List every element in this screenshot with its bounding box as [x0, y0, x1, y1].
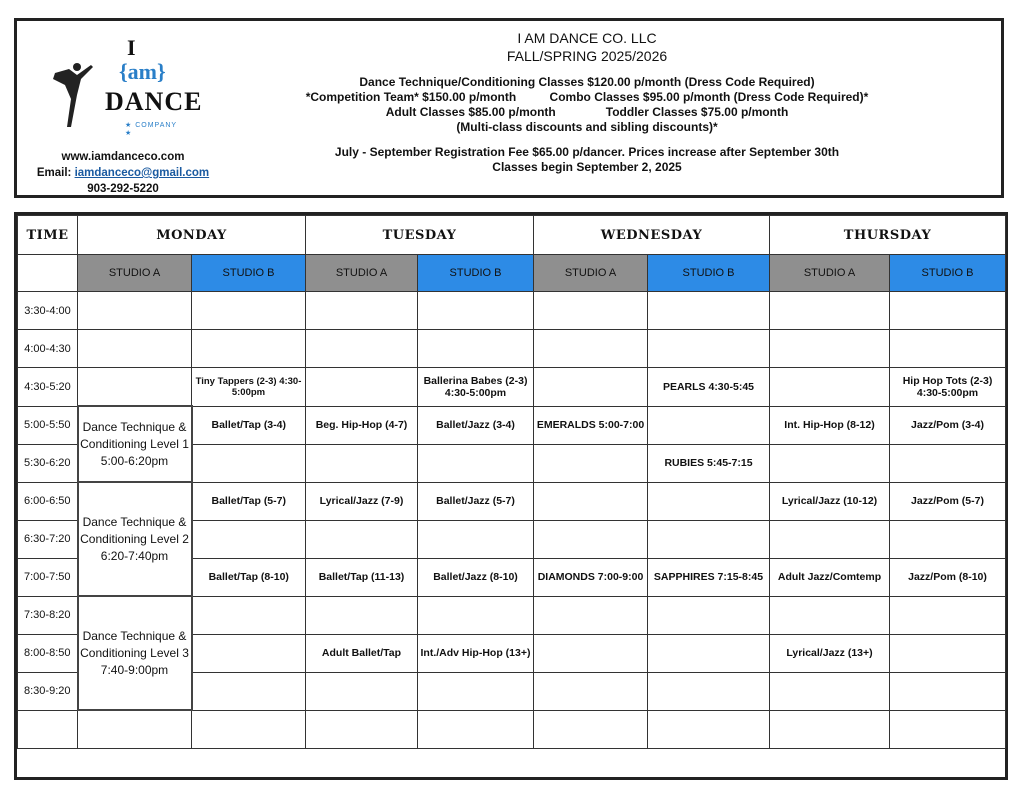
registration-line: July - September Registration Fee $65.00 p/dancer. Prices increase after September 30th: [334, 145, 840, 159]
phone-text: 903-292-5220: [87, 183, 159, 195]
time-cell: 8:30-9:20: [18, 672, 78, 710]
logo-company-text: ★ COMPANY ★: [125, 122, 177, 137]
pricing-line-1: Dance Technique/Conditioning Classes $120.00 p/month (Dress Code Required): [359, 75, 815, 89]
class-technique-level-1: Dance Technique & Conditioning Level 1 5:00-6:20pm: [78, 406, 192, 482]
time-header: TIME: [18, 216, 78, 255]
pricing-line-2: [217, 90, 957, 105]
class-int-adv-hip-hop: Int./Adv Hip-Hop (13+): [418, 634, 534, 672]
class-jazz-pom-5-7: Jazz/Pom (5-7): [890, 482, 1006, 520]
table-row: [18, 368, 1006, 407]
discount-line: (Multi-class discounts and sibling discounts)*: [456, 120, 718, 134]
adult-price: Adult Classes $85.00 p/month: [385, 105, 556, 119]
pricing-line-3: [217, 105, 957, 120]
day-header-row: [18, 216, 1006, 255]
studio-b-header: STUDIO B: [890, 255, 1006, 292]
class-adult-jazz: Adult Jazz/Comtemp: [770, 558, 890, 596]
table-row: [18, 406, 1006, 444]
class-jazz-pom-8-10: Jazz/Pom (8-10): [890, 558, 1006, 596]
time-cell: 6:00-6:50: [18, 482, 78, 520]
class-diamonds: DIAMONDS 7:00-9:00: [534, 558, 648, 596]
time-cell: 4:30-5:20: [18, 368, 78, 407]
competition-price: *Competition Team* $150.00 p/month: [305, 90, 517, 104]
studio-b-header: STUDIO B: [192, 255, 306, 292]
table-row: [18, 482, 1006, 520]
class-hip-hop-tots: Hip Hop Tots (2-3) 4:30-5:00pm: [890, 368, 1006, 407]
classes-begin-line: Classes begin September 2, 2025: [492, 160, 682, 174]
table-row: [18, 596, 1006, 634]
class-lyrical-jazz-7-9: Lyrical/Jazz (7-9): [306, 482, 418, 520]
class-ballet-tap-11-13: Ballet/Tap (11-13): [306, 558, 418, 596]
company-name: I AM DANCE CO. LLC: [517, 30, 657, 46]
email-line: [23, 165, 223, 181]
schedule-box: [14, 212, 1008, 780]
time-cell: 6:30-7:20: [18, 520, 78, 558]
email-label: Email:: [36, 167, 72, 179]
toddler-price: Toddler Classes $75.00 p/month: [605, 105, 789, 119]
day-wednesday: WEDNESDAY: [534, 216, 770, 255]
header-info: [217, 29, 957, 175]
website-text[interactable]: www.iamdanceco.com: [61, 151, 185, 163]
studio-a-header: STUDIO A: [306, 255, 418, 292]
class-ballet-tap-5-7: Ballet/Tap (5-7): [192, 482, 306, 520]
studio-b-header: STUDIO B: [648, 255, 770, 292]
contact-info: [23, 149, 223, 197]
time-cell: 7:30-8:20: [18, 596, 78, 634]
table-row: [18, 292, 1006, 330]
dancer-silhouette-icon: [47, 55, 107, 135]
studio-b-header: STUDIO B: [418, 255, 534, 292]
schedule-table: [17, 215, 1006, 749]
studio-a-header: STUDIO A: [534, 255, 648, 292]
time-cell: 4:00-4:30: [18, 330, 78, 368]
time-cell: 5:00-5:50: [18, 406, 78, 444]
class-emeralds: EMERALDS 5:00-7:00: [534, 406, 648, 444]
class-technique-level-3: Dance Technique & Conditioning Level 3 7:40-9:00pm: [78, 596, 192, 710]
class-ballet-jazz-8-10: Ballet/Jazz (8-10): [418, 558, 534, 596]
day-thursday: THURSDAY: [770, 216, 1006, 255]
class-adult-ballet-tap: Adult Ballet/Tap: [306, 634, 418, 672]
header-box: [14, 18, 1004, 198]
time-cell: 7:00-7:50: [18, 558, 78, 596]
class-pearls: PEARLS 4:30-5:45: [648, 368, 770, 407]
class-ballet-jazz-3-4: Ballet/Jazz (3-4): [418, 406, 534, 444]
empty-cell: [18, 255, 78, 292]
class-technique-level-2: Dance Technique & Conditioning Level 2 6:20-7:40pm: [78, 482, 192, 596]
class-int-hip-hop: Int. Hip-Hop (8-12): [770, 406, 890, 444]
day-monday: MONDAY: [78, 216, 306, 255]
company-logo: [47, 35, 203, 145]
class-tiny-tappers: Tiny Tappers (2-3) 4:30-5:00pm: [192, 368, 306, 407]
time-cell: 5:30-6:20: [18, 444, 78, 482]
logo-i-text: I: [127, 35, 136, 60]
class-ballet-tap-3-4: Ballet/Tap (3-4): [192, 406, 306, 444]
logo-dance-text: DANCE: [105, 87, 203, 116]
class-ballet-tap-8-10: Ballet/Tap (8-10): [192, 558, 306, 596]
class-sapphires: SAPPHIRES 7:15-8:45: [648, 558, 770, 596]
season-title: FALL/SPRING 2025/2026: [506, 48, 668, 64]
email-link[interactable]: iamdanceco@gmail.com: [74, 167, 210, 179]
table-row: [18, 330, 1006, 368]
time-cell: 8:00-8:50: [18, 634, 78, 672]
studio-a-header: STUDIO A: [78, 255, 192, 292]
class-jazz-pom-3-4: Jazz/Pom (3-4): [890, 406, 1006, 444]
class-beg-hip-hop: Beg. Hip-Hop (4-7): [306, 406, 418, 444]
class-lyrical-jazz-13: Lyrical/Jazz (13+): [770, 634, 890, 672]
studio-a-header: STUDIO A: [770, 255, 890, 292]
day-tuesday: TUESDAY: [306, 216, 534, 255]
class-ballerina-babes: Ballerina Babes (2-3) 4:30-5:00pm: [418, 368, 534, 407]
time-cell: 3:30-4:00: [18, 292, 78, 330]
logo-am-text: {am}: [119, 59, 166, 84]
class-rubies: RUBIES 5:45-7:15: [648, 444, 770, 482]
class-lyrical-jazz-10-12: Lyrical/Jazz (10-12): [770, 482, 890, 520]
combo-price: Combo Classes $95.00 p/month (Dress Code Required)*: [549, 90, 869, 104]
table-row: [18, 710, 1006, 749]
studio-header-row: [18, 255, 1006, 292]
class-ballet-jazz-5-7: Ballet/Jazz (5-7): [418, 482, 534, 520]
